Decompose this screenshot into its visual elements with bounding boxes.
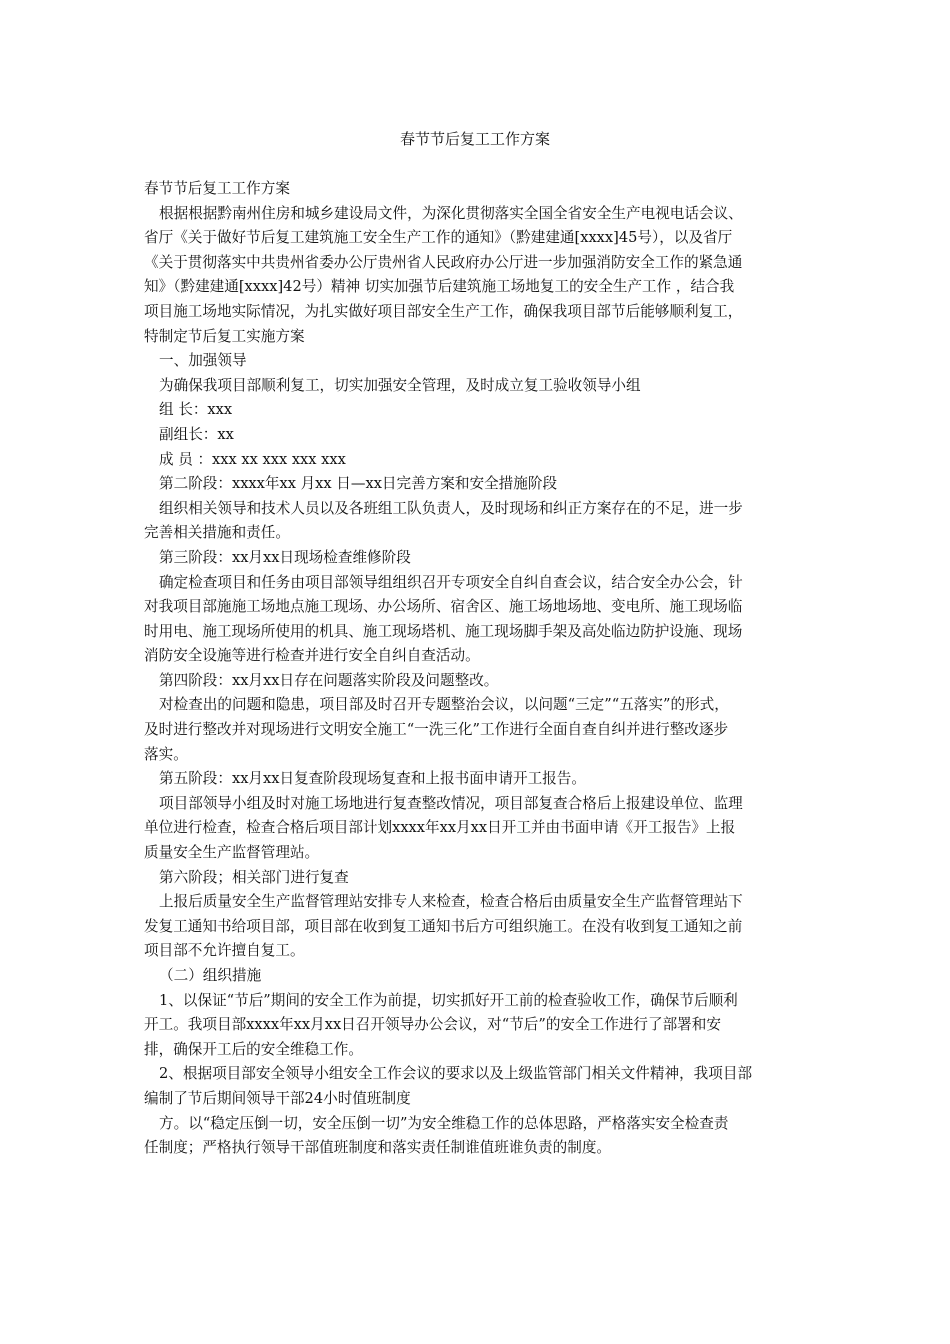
text-line: 第三阶段：xx月xx日现场检查维修阶段 (159, 548, 411, 566)
text-line: 为确保我项目部顺利复工，切实加强安全管理，及时成立复工验收领导小组 (159, 376, 641, 394)
text-line: 第六阶段；相关部门进行复查 (159, 868, 349, 886)
text-line: 成 员 ：xxx xx xxx xxx xxx (159, 450, 346, 468)
text-line: 《关于贯彻落实中共贵州省委办公厅贵州省人民政府办公厅进一步加强消防安全工作的紧急通 (144, 253, 743, 271)
text-line: 时用电、施工现场所使用的机具、施工现场塔机、施工现场脚手架及高处临边防护设施、现场 (144, 622, 743, 640)
text-line: 项目部领导小组及时对施工场地进行复查整改情况，项目部复查合格后上报建设单位、监理 (159, 794, 743, 812)
text-line: 副组长：xx (159, 425, 234, 443)
text-line: 发复工通知书给项目部，项目部在收到复工通知书后方可组织施工。在没有收到复工通知之前 (144, 917, 743, 935)
text-line: 1、以保证“节后”期间的安全工作为前提，切实抓好开工前的检查验收工作，确保节后顺利 (159, 991, 738, 1009)
text-line: 开工。我项目部xxxx年xx月xx日召开领导办公会议，对“节后”的安全工作进行了部署和安 (144, 1016, 721, 1034)
text-line: 根据根据黔南州住房和城乡建设局文件，为深化贯彻落实全国全省安全生产电视电话会议、 (159, 204, 743, 222)
text-line: 第二阶段：xxxx年xx 月xx 日—xx日完善方案和安全措施阶段 (159, 475, 558, 493)
text-line: 2、根据项目部安全领导小组安全工作会议的要求以及上级监管部门相关文件精神，我项目部 (159, 1065, 753, 1083)
text-line: 落实。 (144, 745, 188, 763)
text-line: 省厅《关于做好节后复工建筑施工安全生产工作的通知》（黔建建通[xxxx]45号），以及省厅 (144, 229, 733, 247)
text-line: 编制了节后期间领导干部24小时值班制度 (144, 1089, 411, 1107)
text-line: 对我项目部施施工场地点施工现场、办公场所、宿舍区、施工场地场地、变电所、施工现场临 (144, 598, 743, 616)
text-line: 第五阶段：xx月xx日复查阶段现场复查和上报书面申请开工报告。 (159, 770, 586, 788)
text-line: 组 长：xxx (159, 401, 233, 419)
text-line: 消防安全设施等进行检查并进行安全自纠自查活动。 (144, 647, 480, 665)
text-line: 确定检查项目和任务由项目部领导组组织召开专项安全自纠自查会议，结合安全办公会，针 (159, 573, 743, 591)
text-line: 一、加强领导 (159, 352, 247, 370)
text-line: 对检查出的问题和隐患，项目部及时召开专题整治会议，以问题“三定”“五落实”的形式， (159, 696, 729, 714)
document-body (144, 177, 814, 1161)
text-line: 上报后质量安全生产监督管理站安排专人来检查，检查合格后由质量安全生产监督管理站下 (159, 893, 743, 911)
text-line: 单位进行检查，检查合格后项目部计划xxxx年xx月xx日开工并由书面申请《开工报告》上报 (144, 819, 736, 837)
text-line: 完善相关措施和责任。 (144, 524, 290, 542)
text-line: 排，确保开工后的安全维稳工作。 (144, 1040, 363, 1058)
text-line: （二）组织措施 (159, 967, 262, 984)
text-line: 方。以“稳定压倒一切，安全压倒一切”为安全维稳工作的总体思路，严格落实安全检查责 (159, 1114, 729, 1132)
text-line: 任制度；严格执行领导干部值班制度和落实责任制谁值班谁负责的制度。 (144, 1139, 612, 1157)
text-line: 项目部不允许擅自复工。 (144, 942, 305, 960)
text-line: 特制定节后复工实施方案 (144, 327, 305, 345)
text-line: 质量安全生产监督管理站。 (144, 844, 320, 862)
text-line: 第四阶段：xx月xx日存在问题落实阶段及问题整改。 (159, 671, 499, 689)
text-line: 组织相关领导和技术人员以及各班组工队负责人，及时现场和纠正方案存在的不足，进一步 (159, 499, 743, 517)
text-line: 知》（黔建建通[xxxx]42号）精神 切实加强节后建筑施工场地复工的安全生产工作 ，结合我 (144, 278, 735, 296)
text-line: 春节节后复工工作方案 (144, 180, 290, 197)
text-line: 项目施工场地实际情况，为扎实做好项目部安全生产工作，确保我项目部节后能够顺利复工， (144, 302, 743, 320)
text-line: 及时进行整改并对现场进行文明安全施工“一洗三化”工作进行全面自查自纠并进行整改逐步 (144, 721, 729, 739)
page-title: 春节节后复工工作方案 (399, 130, 550, 148)
